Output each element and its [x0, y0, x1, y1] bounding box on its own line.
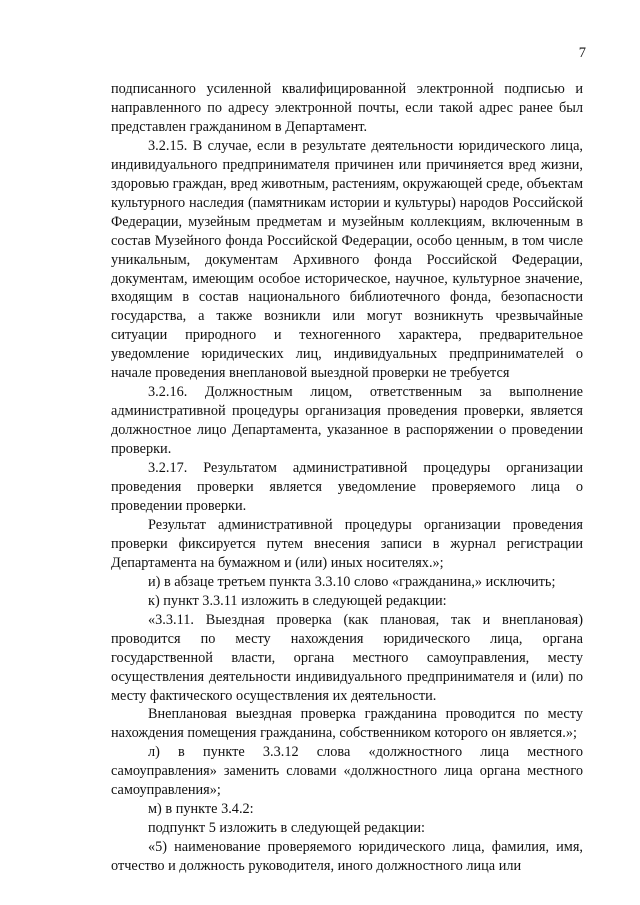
paragraph: «3.3.11. Выездная проверка (как плановая, так и внеплановая) проводится по месту нахождения юридического лица, органа государственной власти, органа местного самоуправления, месту осуществления деятельности индивидуального предпринимателя и (или) по месту фактического осуществления их деятельности.: [111, 611, 583, 704]
document-body: [111, 80, 583, 876]
paragraph: «5) наименование проверяемого юридического лица, фамилия, имя, отчество и должность руководителя, иного должностного лица или: [111, 839, 583, 875]
paragraph: м) в пункте 3.4.2:: [148, 801, 254, 818]
paragraph: Результат административной процедуры организации проведения проверки фиксируется путем внесения записи в журнал регистрации Департамента на бумажном и (или) иных носителях.»;: [111, 516, 583, 571]
paragraph: 3.2.17. Результатом административной процедуры организации проведения проверки является уведомление проверяемого лица о проведении проверки.: [111, 460, 583, 514]
paragraph: 3.2.15. В случае, если в результате деятельности юридического лица, индивидуального предпринимателя причинен или причиняется вред жизни, здоровью граждан, вред животным, растениям, окружающей среде, объектам культурного наследия (памятникам истории и культуры) народов Российской Федерации, музейным предметам и музейным коллекциям, включенным в состав Музейного фонда Российской Федерации, особо ценным, в том числе уникальным, документам Архивного фонда Российской Федерации, документам, имеющим особое историческое, научное, культурное значение, входящим в состав национального библиотечного фонда, безопасности государства, а также возникли или могут возникнуть чрезвычайные ситуации природного и техногенного характера, предварительное уведомление юридических лиц, индивидуальных предпринимателей о начале проведения внеплановой выездной проверки не требуется: [111, 137, 583, 382]
paragraph: подписанного усиленной квалифицированной электронной подписью и направленного по адресу электронной почты, если такой адрес ранее был представлен гражданином в Департамент.: [111, 81, 583, 135]
paragraph: к) пункт 3.3.11 изложить в следующей редакции:: [148, 592, 447, 609]
paragraph: и) в абзаце третьем пункта 3.3.10 слово «гражданина,» исключить;: [148, 573, 556, 590]
paragraph: л) в пункте 3.3.12 слова «должностного лица местного самоуправления» заменить словами «должностного лица органа местного самоуправления»;: [111, 744, 583, 799]
paragraph: подпункт 5 изложить в следующей редакции:: [148, 820, 425, 837]
paragraph: Внеплановая выездная проверка гражданина проводится по месту нахождения помещения гражданина, собственником которого он является.»;: [111, 706, 583, 742]
paragraph: 3.2.16. Должностным лицом, ответственным за выполнение административной процедуры организация проведения проверки, является должностное лицо Департамента, указанное в распоряжении о проведении проверки.: [111, 384, 583, 458]
page-number: 7: [578, 45, 586, 61]
